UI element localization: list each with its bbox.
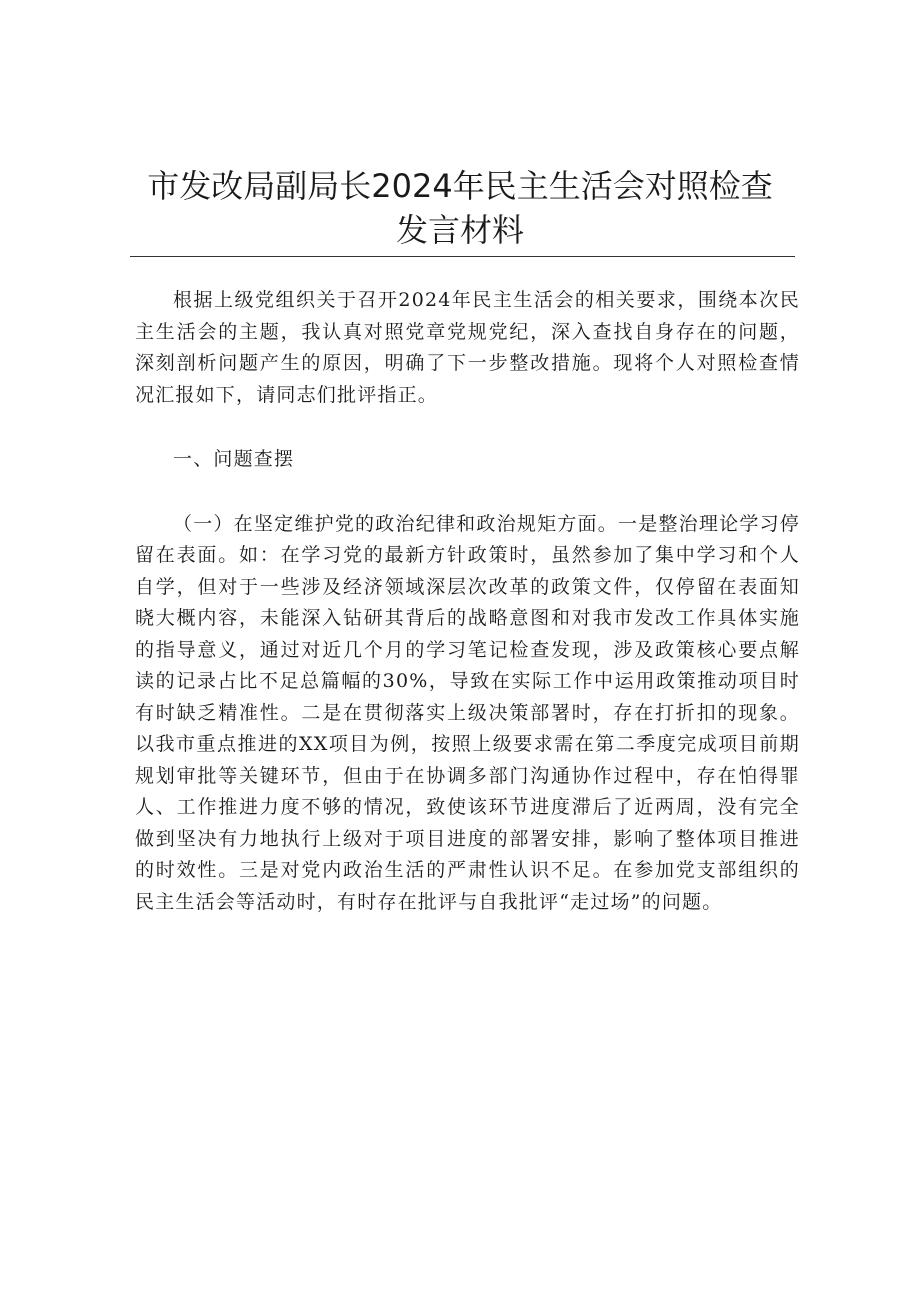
title-underline-divider [130,256,795,257]
intro-paragraph: 根据上级党组织关于召开2024年民主生活会的相关要求，围绕本次民主生活会的主题，我认真对照党章党规党纪，深入查找自身存在的问题，深刻剖析问题产生的原因，明确了下一步整改措施。现将个人对照检查情况汇报如下，请同志们批评指正。 [135,289,800,406]
document-title-line-2: 发言材料 [395,211,524,249]
document-body [135,285,800,918]
document-title-line-1: 市发改局副局长2024年民主生活会对照检查 [147,167,773,205]
section-heading-problems: 一、问题查摆 [173,448,295,470]
subsection-paragraph-political-discipline: （一）在坚定维护党的政治纪律和政治规矩方面。一是整治理论学习停留在表面。如：在学习党的最新方针政策时，虽然参加了集中学习和个人自学，但对于一些涉及经济领域深层次改革的政策文件，仅停留在表面知晓大概内容，未能深入钻研其背后的战略意图和对我市发改工作具体实施的指导意义，通过对近几个月的学习笔记检查发现，涉及政策核心要点解读的记录占比不足总篇幅的30%，导致在实际工作中运用政策推动项目时有时缺乏精准性。二是在贯彻落实上级决策部署时，存在打折扣的现象。以我市重点推进的XX项目为例，按照上级要求需在第二季度完成项目前期规划审批等关键环节，但由于在协调多部门沟通协作过程中，存在怕得罪人、工作推进力度不够的情况，致使该环节进度滞后了近两周，没有完全做到坚决有力地执行上级对于项目进度的部署安排，影响了整体项目推进的时效性。三是对党内政治生活的严肃性认识不足。在参加党支部组织的民主生活会等活动时，有时存在批评与自我批评“走过场”的问题。 [135,512,800,913]
